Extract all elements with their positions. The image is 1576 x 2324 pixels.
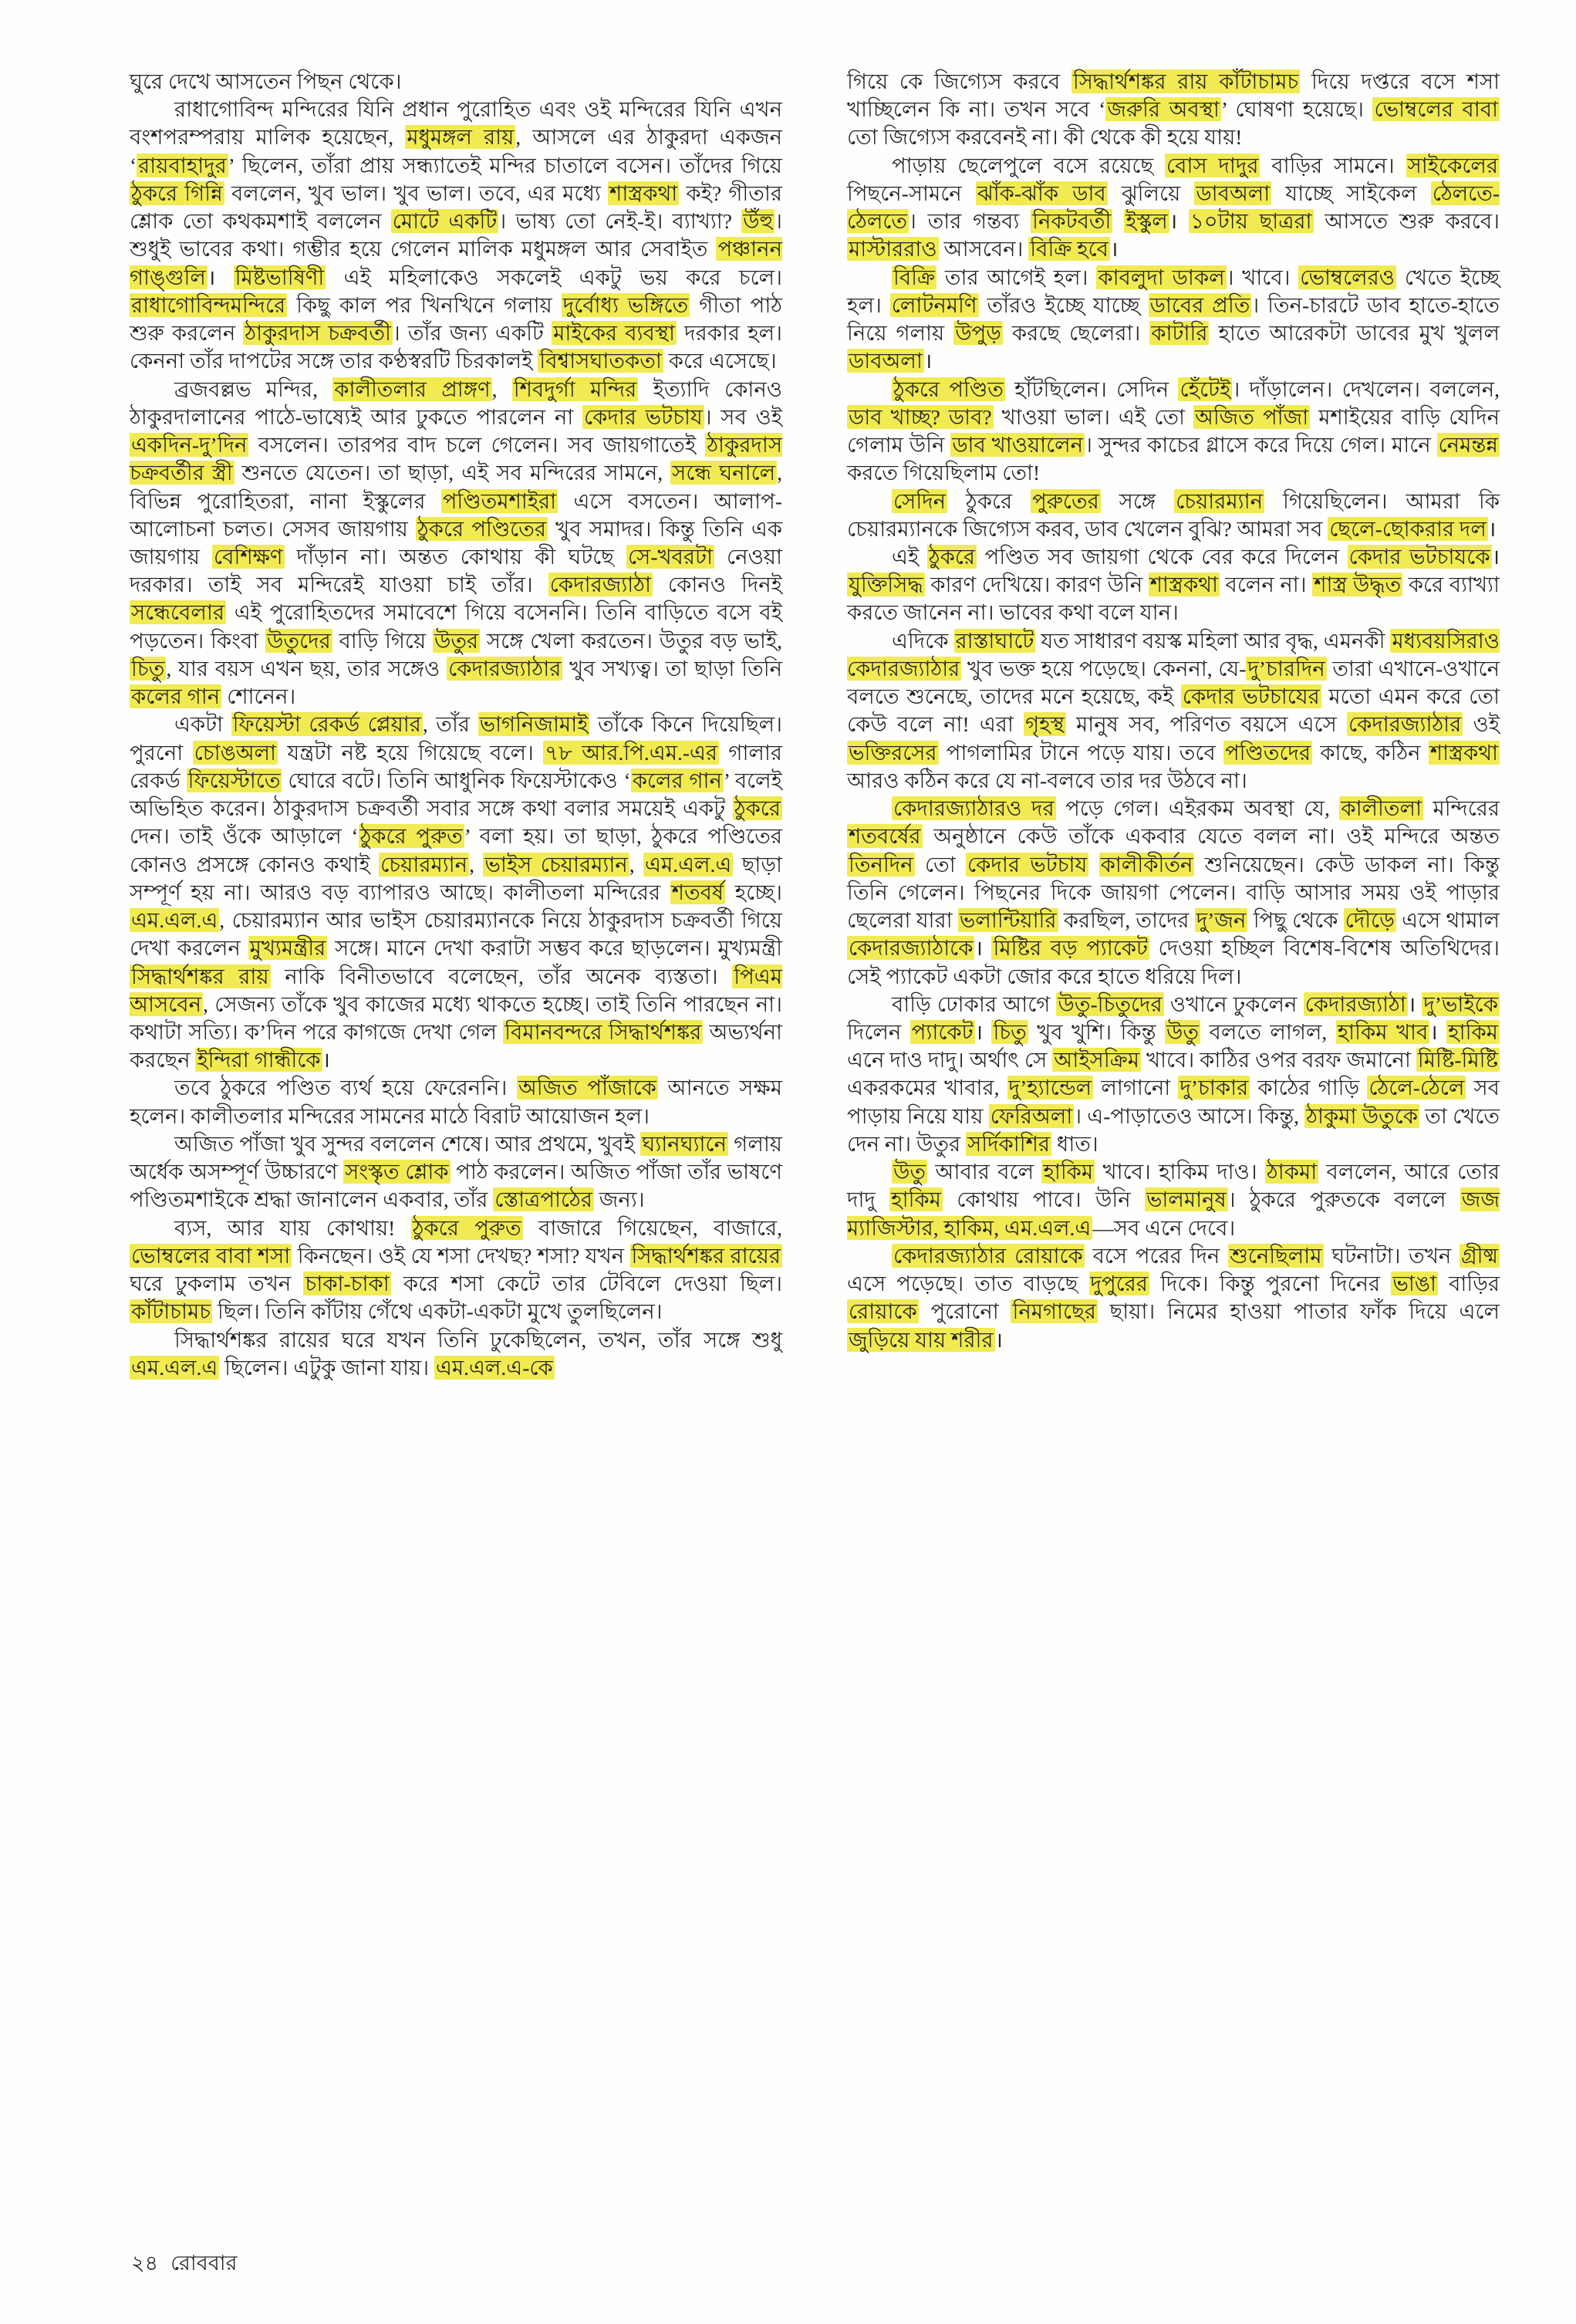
paragraph: ব্রজবল্লভ মন্দির, কালীতলার প্রাঙ্গণ, শিবদুর্গা মন্দির ইত্যাদি কোনও ঠাকুরদালানের পাঠে-ভাষ্যেই আর ঢুকতে পারলেন না কেদার ভটচায। সব ওই একদিন-দু’দিন বসলেন। তারপর বাদ চলে গেলেন। সব জায়গাতেই ঠাকুরদাস চক্রবর্তীর স্ত্রী শুনতে যেতেন। তা ছাড়া, এই সব মন্দিরের সামনে, সন্ধে ঘনালে, বিভিন্ন পুরোহিতরা, নানা ইস্কুলের পণ্ডিতমশাইরা এসে বসতেন। আলাপ-আলোচনা চলত। সেসব জায়গায় ঠুকরে পণ্ডিতের খুব সমাদর। কিন্তু তিনি এক জায়গায় বেশিক্ষণ দাঁড়ান না। অন্তত কোথায় কী ঘটছে সে-খবরটা নেওয়া দরকার। তাই সব মন্দিরেই যাওয়া চাই তাঁর। কেদারজ্যাঠা কোনও দিনই সন্ধেবেলার এই পুরোহিতদের সমাবেশে গিয়ে বসেননি। তিনি বাড়িতে বসে বই পড়তেন। কিংবা উতুদের বাড়ি গিয়ে উতুর সঙ্গে খেলা করতেন। উতুর বড় ভাই, চিতু, যার বয়স এখন ছয়, তার সঙ্গেও কেদারজ্যাঠার খুব সখ্যত্ব। তা ছাড়া তিনি কলের গান শোনেন। [130,377,783,709]
text-highlight: কেদার ভটচাযকে [1348,544,1490,569]
text-highlight: ডাব খাওয়ালেন [952,433,1084,458]
text-highlight: ১০টায় ছাত্ররা [1190,209,1312,234]
text-highlight: নিমগাছের [1012,1299,1096,1324]
text-highlight: শতবর্ষের [849,824,921,849]
text-highlight: ভোম্বলের বাবা শসা [131,1243,291,1268]
text-highlight: ভোম্বলের বাবা [1374,97,1498,122]
paragraph: তবে ঠুকরে পণ্ডিত ব্যর্থ হয়ে ফেরেননি। অজিত পাঁজাকে আনতে সক্ষম হলেন। কালীতলার মন্দিরের সামনের মাঠে বিরাট আয়োজন হল। [130,1076,782,1128]
text-highlight: ঠুকরে [928,544,976,569]
text-highlight: সর্দিকাশির [967,1131,1051,1156]
paragraph: ঘুরে দেখে আসতেন পিছন থেকে। [130,69,402,93]
text-highlight: সংস্কৃত শ্লোক [345,1160,449,1184]
text-highlight: রাস্তাঘাটে [955,628,1034,653]
paragraph: কেদারজ্যাঠারও দর পড়ে গেল। এইরকম অবস্থা যে, কালীতলা মন্দিরের শতবর্ষের অনুষ্ঠানে কেউ তাঁকে একবার যেতে বলল না। ওই মন্দিরে অন্তত তিনদিন তো কেদার ভটচায কালীকীর্তন শুনিয়েছেন। কেউ ডাকল না। কিন্তু তিনি গেলেন। পিছনের দিকে জায়গা পেলেন। বাড়ি আসার সময় ওই পাড়ার ছেলেরা যারা ভলান্টিয়ারি করছিল, তাদের দু’জন পিছু থেকে দৌড়ে এসে থামাল কেদারজ্যাঠাকে। মিষ্টির বড় প্যাকেট দেওয়া হচ্ছিল বিশেষ-বিশেষ অতিথিদের। সেই প্যাকেট একটা জোর করে হাতে ধরিয়ে দিল। [847,796,1500,988]
text-highlight: শাস্ত্রকথা [609,181,678,205]
text-highlight: ঠুকরে [734,796,781,821]
text-highlight: মুখ্যমন্ত্রীর [249,936,326,961]
text-highlight: ভক্তিরসের [849,740,937,765]
text-highlight: স্তোত্রপাঠের [494,1187,592,1212]
text-highlight: ঠাকুমা উতুকে [1306,1103,1419,1128]
text-highlight: চাকা-চাকা [305,1272,390,1296]
text-highlight: উপুড় [955,321,1001,346]
text-highlight: ঠুকরে পণ্ডিতের [417,516,546,541]
text-highlight: অজিত পাঁজা [1195,404,1309,429]
text-highlight: কেদার ভটচাযের [1182,684,1320,709]
text-highlight: চিতু [131,656,165,681]
text-highlight: কালীতলার প্রাঙ্গণ [334,377,491,401]
paragraph: এই ঠুকরে পণ্ডিত সব জায়গা থেকে বের করে দিলেন কেদার ভটচাযকে। যুক্তিসিদ্ধ কারণ দেখিয়ে। কারণ উনি শাস্ত্রকথা বলেন না। শাস্ত্র উদ্ধৃত করে ব্যাখ্যা করতে জানেন না। ভাবের কথা বলে যান। [847,544,1500,625]
text-highlight: সে-খবরটা [628,544,713,569]
text-highlight: ভালমানুষ [1146,1187,1227,1212]
text-highlight: চোঙঅলা [194,740,277,765]
text-highlight: পণ্ডিতমশাইরা [442,488,557,513]
text-column-1 [130,68,782,1382]
text-highlight: ডাব খাচ্ছ? ডাব? [849,404,992,429]
text-highlight: শতবর্ষ [671,880,724,904]
text-highlight: শিবদুর্গা মন্দির [513,377,637,401]
text-highlight: দু’ভাইকে [1423,991,1498,1016]
text-highlight: কাটারি [1151,321,1208,346]
text-highlight: চিতু [993,1019,1027,1044]
text-highlight: ঠুকরে পণ্ডিত [893,377,1004,401]
text-highlight: দু’হ্যান্ডেল [1008,1076,1092,1100]
text-highlight: ইন্দিরা গান্ধীকে [197,1048,321,1072]
text-highlight: শাস্ত্রকথা [1149,573,1218,597]
page-footer [131,2248,237,2282]
text-highlight: রায়বাহাদুর [138,153,227,177]
paragraph: ঠুকরে পণ্ডিত হাঁটছিলেন। সেদিন হেঁটেই। দাঁড়ালেন। দেখলেন। বললেন, ডাব খাচ্ছ? ডাব? খাওয়া ভাল। এই তো অজিত পাঁজা মশাইয়ের বাড়ি যেদিন গেলাম উনি ডাব খাওয়ালেন। সুন্দর কাচের গ্লাসে করে দিয়ে গেল। মানে নেমন্তন্ন করতে গিয়েছিলাম তো! [847,377,1500,485]
text-highlight: এম.এল.এ [645,852,732,877]
text-highlight: ফিয়েস্টাতে [187,768,281,792]
text-highlight: ঘ্যানঘ্যানে [642,1131,727,1156]
paragraph: গিয়ে কে জিগ্যেস করবে সিদ্ধার্থশঙ্কর রায় কাঁটাচামচ দিয়ে দপ্তরে বসে শসা খাচ্ছিলেন কি না। তখন সবে ‘জরুরি অবস্থা’ ঘোষণা হয়েছে। ভোম্বলের বাবা তো জিগ্যেস করবেনই না। কী থেকে কী হয়ে যায়! [847,69,1500,150]
text-highlight: কেদারজ্যাঠাকে [849,936,974,961]
text-highlight: দু’জন [1196,908,1247,933]
text-highlight: সিদ্ধার্থশঙ্কর রায় কাঁটাচামচ [1072,69,1299,93]
text-highlight: মধ্যবয়সিরাও কেদারজ্যাঠার [847,628,1500,681]
paragraph: বিক্রি তার আগেই হল। কাবলুদা ডাকল। খাবে। ভোম্বলেরও খেতে ইচ্ছে হল। লোটনমণি তাঁরও ইচ্ছে যাচ্ছে ডাবের প্রতি। তিন-চারটে ডাব হাতে-হাতে নিয়ে গলায় উপুড় করছে ছেলেরা। কাটারি হাতে আরেকটা ডাবের মুখ খুলল ডাবঅলা। [847,265,1500,373]
text-highlight: নেমন্তন্ন [1438,433,1498,458]
magazine-name: রোববার [170,2251,238,2275]
text-highlight: কেদার ভটচায [583,404,703,429]
text-highlight: উতু-চিতুদের [1058,991,1163,1016]
text-highlight: কেদার ভটচায [967,852,1088,877]
text-highlight: এম.এল.এ [131,908,218,933]
text-highlight: এম.এল.এ-কে [435,1355,553,1380]
text-highlight: জুড়িয়ে যায় শরীর [849,1327,994,1352]
text-highlight: পুরুতের [1032,488,1099,513]
text-highlight: বিক্রি হবে [1030,237,1109,262]
text-highlight: ঠেলতে-ঠেলতে [847,181,1500,234]
text-highlight: হেঁটেই [1179,377,1231,401]
text-highlight: মিষ্টি-মিষ্টি [1417,1048,1499,1072]
text-highlight: কেদারজ্যাঠা [549,573,651,597]
text-highlight: হাকিম খাব [1337,1019,1429,1044]
text-highlight: মোটে একটি [392,209,498,234]
text-highlight: কলের গান [131,684,221,709]
text-highlight: ৭৮ আর.পি.এম.-এর [545,740,718,765]
text-highlight: পিএম আসবেন [130,964,782,1016]
paragraph: রাধাগোবিন্দ মন্দিরের যিনি প্রধান পুরোহিত এবং ওই মন্দিরের যিনি এখন বংশপরম্পরায় মালিক হয়েছেন, মধুমঙ্গল রায়, আসলে এর ঠাকুরদা একজন ‘রায়বাহাদুর’ ছিলেন, তাঁরা প্রায় সন্ধ্যাতেই মন্দির চাতালে বসেন। তাঁদের গিয়ে ঠুকরে গিন্নি বললেন, খুব ভাল। খুব ভাল। তবে, এর মধ্যে শাস্ত্রকথা কই? গীতার শ্লোক তো কথকমশাই বললেন মোটে একটি। ভাষ্য তো নেই-ই। ব্যাখ্যা? উঁহু। শুধুই ভাবের কথা। গম্ভীর হয়ে গেলেন মালিক মধুমঙ্গল আর সেবাইত পঞ্চানন গাঙ্গুলি। মিষ্টভাষিণী এই মহিলাকেও সকলেই একটু ভয় করে চলে। রাধাগোবিন্দমন্দিরে কিছু কাল পর খিনখিনে গলায় দুর্বোধ্য ভঙ্গিতে গীতা পাঠ শুরু করলেন ঠাকুরদাস চক্রবর্তী। তাঁর জন্য একটি মাইকের ব্যবস্থা দরকার হল। কেননা তাঁর দাপটের সঙ্গে তার কণ্ঠস্বরটি চিরকালই বিশ্বাসঘাতকতা করে এসেছে। [130,97,782,373]
text-highlight: দু’চারদিন [1247,656,1325,681]
text-highlight: ডাবঅলা [1196,181,1271,205]
text-columns [130,68,1500,1382]
paragraph: অজিত পাঁজা খুব সুন্দর বললেন শেষে। আর প্রথমে, খুবই ঘ্যানঘ্যানে গলায় অর্ধেক অসম্পূর্ণ উচ্চারণে সংস্কৃত শ্লোক পাঠ করলেন। অজিত পাঁজা তাঁর ভাষণে পণ্ডিতমশাইকে শ্রদ্ধা জানালেন একবার, তাঁর স্তোত্রপাঠের জন্য। [130,1131,782,1212]
text-highlight: হাকিম [1448,1019,1498,1044]
text-highlight: কেদারজ্যাঠারও দর [893,796,1055,821]
text-highlight: কেদারজ্যাঠা [1304,991,1406,1016]
text-highlight: ফেরিঅলা [990,1103,1073,1128]
paragraph: সিদ্ধার্থশঙ্কর রায়ের ঘরে যখন তিনি ঢুকেছিলেন, তখন, তাঁর সঙ্গে শুধু এম.এল.এ ছিলেন। এটুকু জানা যায়। এম.এল.এ-কে [131,1327,782,1380]
text-highlight: বিমানবন্দরে সিদ্ধার্থশঙ্কর [505,1019,702,1044]
text-highlight: সিদ্ধার্থশঙ্কর রায়ের [631,1243,781,1268]
text-highlight: যুক্তিসিদ্ধ [849,573,923,597]
text-highlight: হাকিম [891,1187,941,1212]
text-highlight: ফিয়েস্টা রেকর্ড প্লেয়ার [232,712,421,737]
text-highlight: ভলান্টিয়ারি [959,908,1057,933]
text-highlight: শুনেছিলাম [1230,1243,1322,1268]
text-highlight: রোয়াকে [849,1299,917,1324]
text-highlight: এম.এল.এ [131,1355,218,1380]
text-highlight: ঠাকুরদাস চক্রবর্তীর স্ত্রী [130,433,782,485]
text-highlight: কলের গান [632,768,722,792]
text-column-2 [847,68,1500,1382]
text-highlight: কাবলুদা ডাকল [1098,265,1225,289]
paragraph: কেদারজ্যাঠার রোয়াকে বসে পরের দিন শুনেছিলাম ঘটনাটা। তখন গ্রীষ্ম এসে পড়েছে। তাত বাড়ছে দুপুরের দিকে। কিন্তু পুরনো দিনের ভাঙা বাড়ির রোয়াকে পুরোনো নিমগাছের ছায়া। নিমের হাওয়া পাতার ফাঁক দিয়ে এলে জুড়িয়ে যায় শরীর। [847,1243,1500,1352]
paragraph: সেদিন ঠুকরে পুরুতের সঙ্গে চেয়ারম্যান গিয়েছিলেন। আমরা কি চেয়ারম্যানকে জিগ্যেস করব, ডাব খেলেন বুঝি? আমরা সব ছেলে-ছোকরার দল। [847,488,1500,541]
text-highlight: ডাবের প্রতি [1149,292,1250,317]
text-highlight: বিক্রি [893,265,936,289]
text-highlight: সাইকেলের [1407,153,1498,177]
paragraph: বাড়ি ঢোকার আগে উতু-চিতুদের ওখানে ঢুকলেন কেদারজ্যাঠা। দু’ভাইকে দিলেন প্যাকেট। চিতু খুব খুশি। কিন্তু উতু বলতে লাগল, হাকিম খাব। হাকিম এনে দাও দাদু। অর্থাৎ সে আইসক্রিম খাবে। কাঠির ওপর বরফ জমানো মিষ্টি-মিষ্টি একরকমের খাবার, দু’হ্যান্ডেল লাগানো দু’চাকার কাঠের গাড়ি ঠেলে-ঠেলে সব পাড়ায় নিয়ে যায় ফেরিঅলা। এ-পাড়াতেও আসে। কিন্তু, ঠাকুমা উতুকে তা খেতে দেন না। উতুর সর্দিকাশির ধাত। [847,991,1500,1156]
text-highlight: পণ্ডিতদের [1224,740,1311,765]
text-highlight: দু’চাকার [1179,1076,1249,1100]
paragraph: ব্যস, আর যায় কোথায়! ঠুকরে পুরুত বাজারে গিয়েছেন, বাজারে, ভোম্বলের বাবা শসা কিনছেন। ওই যে শসা দেখছ? শসা? যখন সিদ্ধার্থশঙ্কর রায়ের ঘরে ঢুকলাম তখন চাকা-চাকা করে শসা কেটে তার টেবিলে দেওয়া ছিল। কাঁটাচামচ ছিল। তিনি কাঁটায় গেঁথে একটা-একটা মুখে তুলছিলেন। [130,1215,782,1324]
text-highlight: কেদারজ্যাঠার [1348,712,1462,737]
text-highlight: ঠাকমা [1267,1160,1318,1184]
text-highlight: গৃহস্থ [1025,712,1065,737]
text-highlight: বিশ্বাসঘাতকতা [539,349,662,373]
text-highlight: রাধাগোবিন্দমন্দিরে [131,292,286,317]
text-highlight: হাকিম [1043,1160,1094,1184]
text-highlight: দুপুরের [1090,1272,1148,1296]
text-highlight: ঠাকুরদাস চক্রবর্তী [245,321,391,346]
text-highlight: জজ ম্যাজিস্টার, হাকিম, এম.এল.এ [847,1187,1500,1240]
text-highlight: তিনদিন [849,852,913,877]
text-highlight: কাঁটাচামচ [131,1299,211,1324]
text-highlight: ছেলে-ছোকরার দল [1329,516,1487,541]
text-highlight: চেয়ারম্যান [1176,488,1264,513]
text-highlight: শাস্ত্রকথা [1429,740,1498,765]
paragraph: একটা ফিয়েস্টা রেকর্ড প্লেয়ার, তাঁর ভাগনিজামাই তাঁকে কিনে দিয়েছিল। পুরনো চোঙঅলা যন্ত্রটা নষ্ট হয়ে গিয়েছে বলে। ৭৮ আর.পি.এম.-এর গালার রেকর্ড ফিয়েস্টাতে ঘোরে বটে। তিনি আধুনিক ফিয়েস্টাকেও ‘কলের গান’ বলেই অভিহিত করেন। ঠাকুরদাস চক্রবর্তী সবার সঙ্গে কথা বলার সময়েই একটু ঠুকরে দেন। তাই ওঁকে আড়ালে ‘ঠুকরে পুরুত’ বলা হয়। তা ছাড়া, ঠুকরে পণ্ডিতের কোনও প্রসঙ্গে কোনও কথাই চেয়ারম্যান, ভাইস চেয়ারম্যান, এম.এল.এ ছাড়া সম্পূর্ণ হয় না। আরও বড় ব্যাপারও আছে। কালীতলা মন্দিরের শতবর্ষ হচ্ছে। এম.এল.এ, চেয়ারম্যান আর ভাইস চেয়ারম্যানকে নিয়ে ঠাকুরদাস চক্রবর্তী গিয়ে দেখা করলেন মুখ্যমন্ত্রীর সঙ্গে। মানে দেখা করাটা সম্ভব করে ছাড়লেন। মুখ্যমন্ত্রী সিদ্ধার্থশঙ্কর রায় নাকি বিনীতভাবে বলেছেন, তাঁর অনেক ব্যস্ততা। পিএম আসবেন, সেজন্য তাঁকে খুব কাজের মধ্যে থাকতে হচ্ছে। তাই তিনি পারছেন না। কথাটা সত্যি। ক’দিন পরে কাগজে দেখা গেল বিমানবন্দরে সিদ্ধার্থশঙ্কর অভ্যর্থনা করছেন ইন্দিরা গান্ধীকে। [130,712,783,1072]
paragraph: উতু আবার বলে হাকিম খাবে। হাকিম দাও। ঠাকমা বললেন, আরে তোর দাদু হাকিম কোথায় পাবে। উনি ভালমানুষ। ঠুকরে পুরুতকে বললে জজ ম্যাজিস্টার, হাকিম, এম.এল.এ—সব এনে দেবে। [847,1160,1500,1240]
text-highlight: উতু [1166,1019,1200,1044]
paragraph: এদিকে রাস্তাঘাটে যত সাধারণ বয়স্ক মহিলা আর বৃদ্ধ, এমনকী মধ্যবয়সিরাও কেদারজ্যাঠার খুব ভক্ত হয়ে পড়েছে। কেননা, যে-দু’চারদিন তারা এখানে-ওখানে বলতে শুনেছে, তাদের মনে হয়েছে, কই কেদার ভটচাযের মতো এমন করে তো কেউ বলে না! এরা গৃহস্থ মানুষ সব, পরিণত বয়সে এসে কেদারজ্যাঠার ওই ভক্তিরসের পাগলামির টানে পড়ে যায়। তবে পণ্ডিতদের কাছে, কঠিন শাস্ত্রকথা আরও কঠিন করে যে না-বলবে তার দর উঠবে না। [847,628,1500,792]
text-highlight: কালীতলা [1341,796,1422,821]
text-highlight: মিষ্টির বড় প্যাকেট [993,936,1148,961]
text-highlight: জরুরি অবস্থা [1107,97,1220,122]
text-highlight: কালীকীর্তন [1100,852,1193,877]
text-highlight: লোটনমণি [891,292,977,317]
text-highlight: প্যাকেট [911,1019,974,1044]
text-highlight: ইস্কুল [1125,209,1168,234]
text-highlight: দুর্বোধ্য ভঙ্গিতে [562,292,689,317]
text-highlight: সিদ্ধার্থশঙ্কর রায় [131,964,269,988]
text-highlight: চেয়ারম্যান [380,852,468,877]
text-highlight: উঁহু [743,209,774,234]
text-highlight: নিকটবর্তী [1032,209,1112,234]
text-highlight: বেশিক্ষণ [214,544,283,569]
text-highlight: একদিন-দু’দিন [131,433,248,458]
text-highlight: সন্ধেবেলার [131,600,224,625]
text-highlight: ভাগনিজামাই [479,712,589,737]
text-highlight: শাস্ত্র উদ্ধৃত [1314,573,1402,597]
text-highlight: বোস দাদুর [1166,153,1259,177]
text-highlight: কেদারজ্যাঠার [448,656,562,681]
text-highlight: সন্ধে ঘনালে [672,461,776,485]
text-highlight: উতুর [434,628,479,653]
text-highlight: দৌড়ে [1345,908,1395,933]
paragraph: পাড়ায় ছেলেপুলে বসে রয়েছে বোস দাদুর বাড়ির সামনে। সাইকেলের পিছনে-সামনে ঝাঁক-ঝাঁক ডাব ঝুলিয়ে ডাবঅলা যাচ্ছে সাইকেল ঠেলতে-ঠেলতে। তার গন্তব্য নিকটবর্তী ইস্কুল। ১০টায় ছাত্ররা আসতে শুরু করবে। মাস্টাররাও আসবেন। বিক্রি হবে। [847,153,1500,262]
text-highlight: পঞ্চানন গাঙ্গুলি [130,237,782,289]
text-highlight: গ্রীষ্ম [1461,1243,1498,1268]
text-highlight: ভাইস চেয়ারম্যান [484,852,628,877]
text-highlight: আইসক্রিম [1054,1048,1139,1072]
text-highlight: ভাঙা [1392,1272,1436,1296]
text-highlight: ডাবঅলা [849,349,923,373]
text-highlight: মধুমঙ্গল রায় [407,125,515,150]
text-highlight: মাস্টাররাও [849,237,937,262]
page-number: ২৪ [131,2251,159,2275]
text-highlight: মাইকের ব্যবস্থা [553,321,675,346]
text-highlight: উতু [893,1160,926,1184]
text-highlight: ঠুকরে পুরুত [412,1215,521,1240]
text-highlight: সেদিন [893,488,947,513]
text-highlight: ঠুকরে গিন্নি [131,181,223,205]
text-highlight: ভোম্বলেরও [1300,265,1395,289]
text-highlight: অজিত পাঁজাকে [518,1076,656,1100]
text-highlight: কেদারজ্যাঠার রোয়াকে [893,1243,1083,1268]
text-highlight: ঝাঁক-ঝাঁক ডাব [977,181,1106,205]
text-highlight: ঠেলে-ঠেলে [1368,1076,1465,1100]
text-highlight: মিষ্টভাষিণী [235,265,325,289]
text-highlight: ঠুকরে পুরুত [359,824,463,849]
text-highlight: উতুদের [267,628,331,653]
